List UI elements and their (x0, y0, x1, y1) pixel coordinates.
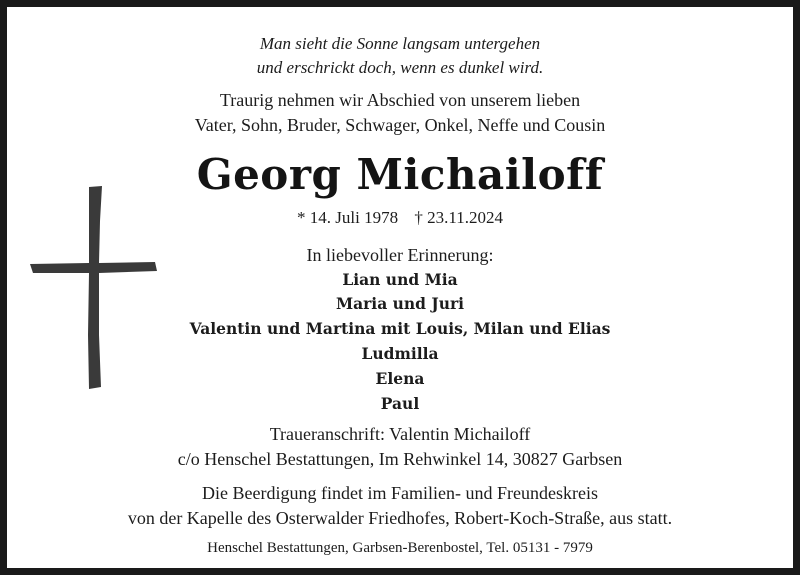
lead-line-2: Vater, Sohn, Bruder, Schwager, Onkel, Neffe und Cousin (194, 115, 606, 135)
birth-date: * 14. Juli 1978 (297, 208, 399, 227)
funeral-info-line-2: von der Kapelle des Osterwalder Friedhofes, Robert-Koch-Straße, aus statt. (127, 508, 673, 528)
mourner-name: Valentin und Martina mit Louis, Milan und Elias (189, 319, 611, 338)
deceased-name: Georg Michailoff (196, 150, 604, 199)
undertaker-footer: Henschel Bestattungen, Garbsen-Berenbostel, Tel. 05131 - 7979 (207, 540, 593, 556)
motto-line-1: Man sieht die Sonne langsam untergehen (259, 34, 541, 53)
funeral-info-line-1: Die Beerdigung findet im Familien- und Freundeskreis (202, 483, 598, 503)
lead-line-1: Traurig nehmen wir Abschied von unserem lieben (219, 90, 581, 110)
mourning-address-line-1: Traueranschrift: Valentin Michailoff (269, 424, 531, 444)
mourner-name: Ludmilla (361, 344, 439, 363)
remembrance-intro: In liebevoller Erinnerung: (306, 245, 494, 265)
death-date: † 23.11.2024 (414, 208, 503, 227)
mourner-name: Paul (380, 394, 420, 413)
mourner-name: Lian und Mia (342, 270, 458, 289)
mourning-address-line-2: c/o Henschel Bestattungen, Im Rehwinkel 14, 30827 Garbsen (177, 449, 623, 469)
motto-line-2: und erschrickt doch, wenn es dunkel wird. (256, 58, 544, 77)
mourner-name: Elena (375, 369, 425, 388)
life-dates (0, 208, 800, 228)
mourner-name: Maria und Juri (335, 294, 465, 313)
